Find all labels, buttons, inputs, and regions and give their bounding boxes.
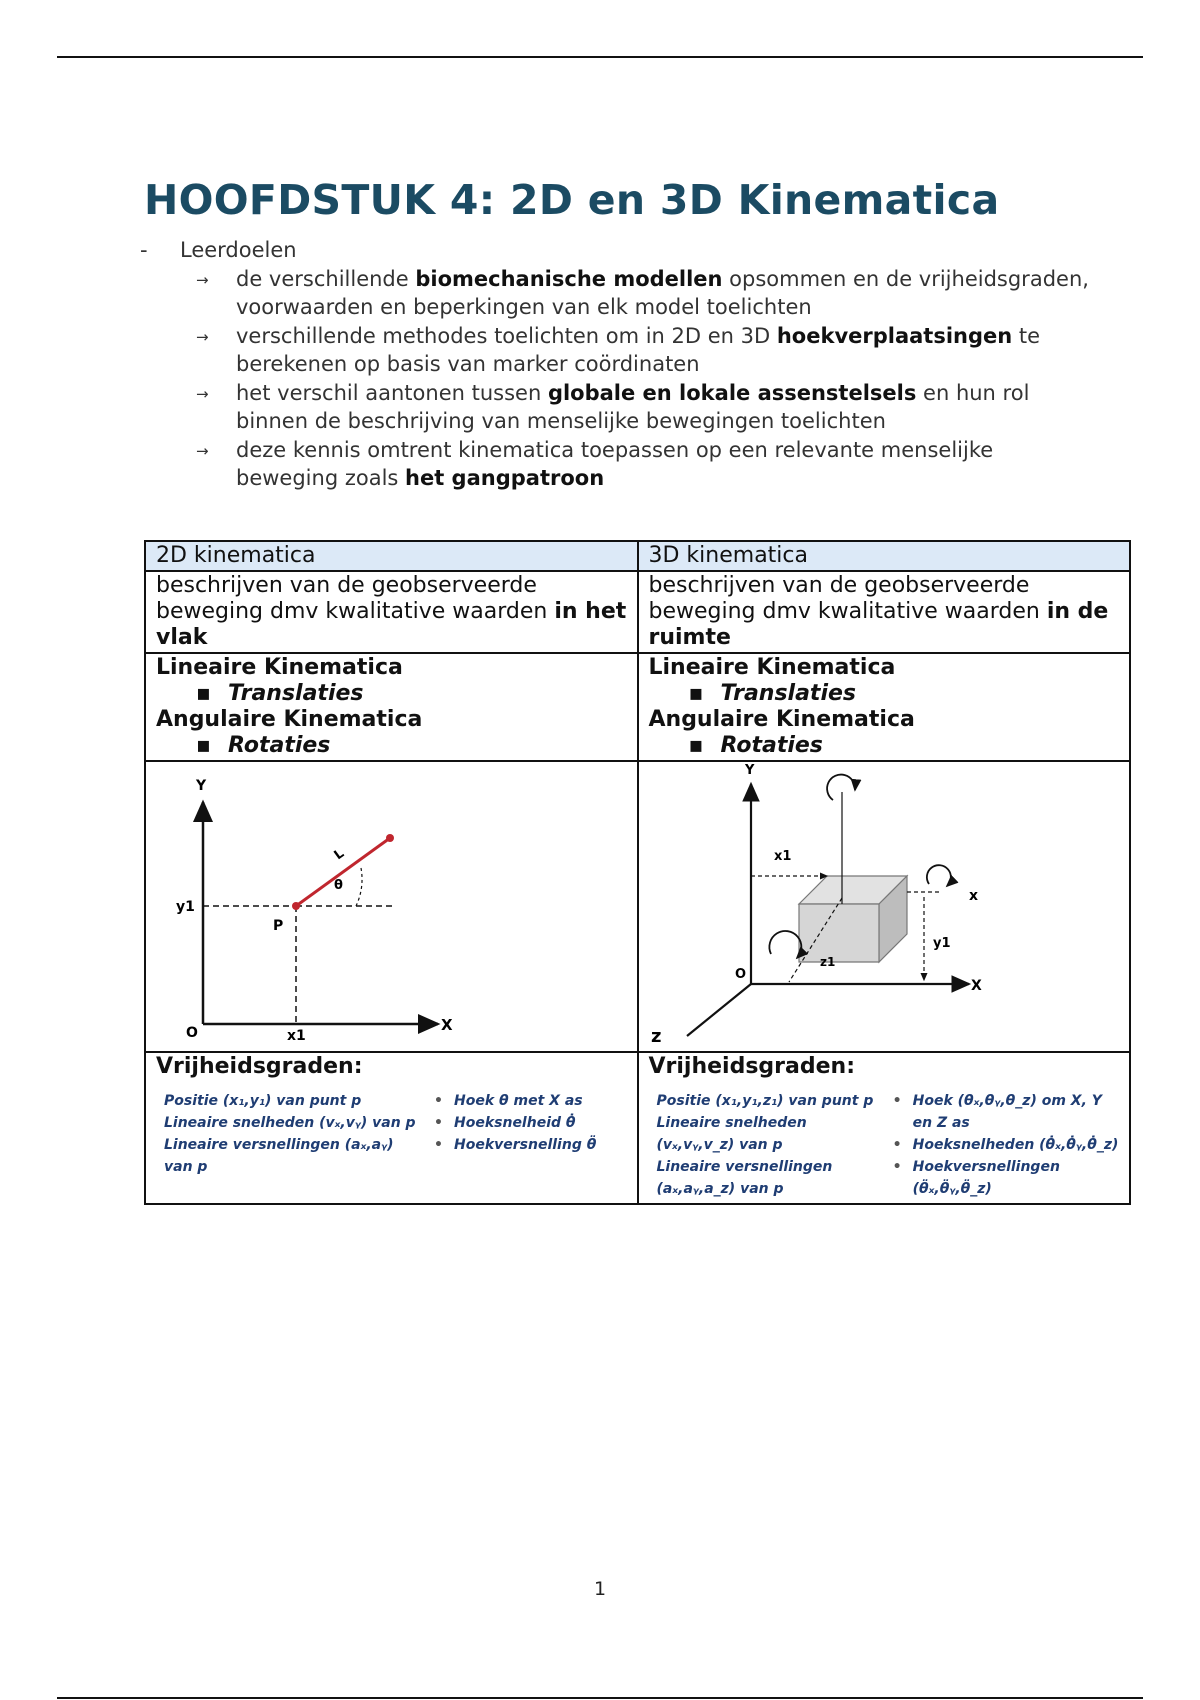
goal-item: → de verschillende biomechanische modellen opsommen en de vrijheidsgraden, voorwaarden en beperkingen van elk model toelichten xyxy=(236,265,1100,322)
dof-3d-list xyxy=(649,1090,1120,1202)
types-3d xyxy=(638,653,1131,761)
learning-goals xyxy=(140,236,1100,493)
linear-kinematics-label: Lineaire Kinematica xyxy=(156,655,403,680)
x-rotation-arrow xyxy=(926,865,950,886)
header-2d: 2D kinematica xyxy=(145,541,638,571)
goals-list xyxy=(140,265,1100,493)
z-axis-label: z xyxy=(650,1026,661,1044)
x-axis-label: X xyxy=(970,978,982,994)
kinematics-table xyxy=(144,540,1131,1205)
goals-heading: Leerdoelen xyxy=(180,238,297,262)
dof-item: Lineaire snelheden (vₓ,vᵧ,v_z) van p xyxy=(656,1115,807,1153)
dof-item: • Hoeksnelheden (θ̇ₓ,θ̇ᵧ,θ̇_z) xyxy=(893,1134,1119,1156)
length-label: L xyxy=(331,846,348,864)
goals-bullet: - xyxy=(140,238,148,262)
header-rule xyxy=(57,56,1143,58)
x-axis-label: X xyxy=(441,1016,453,1034)
goals-heading-row xyxy=(140,236,1100,265)
y-rotation-arrow xyxy=(827,775,855,800)
x1-label: x1 xyxy=(773,849,791,864)
figure-2d-cell xyxy=(145,761,638,1052)
dof-title: Vrijheidsgraden: xyxy=(156,1054,363,1079)
x1-label: x1 xyxy=(287,1028,306,1044)
dof-title: Vrijheidsgraden: xyxy=(648,1054,855,1079)
z-axis xyxy=(687,984,751,1036)
table-header-row xyxy=(145,541,1130,571)
dof-item: Lineaire versnellingen (aₓ,aᵧ) van p xyxy=(164,1137,394,1175)
theta-label: θ xyxy=(334,878,343,893)
goal-item: → verschillende methodes toelichten om in 2D en 3D hoekverplaatsingen te berekenen op basis van marker coördinaten xyxy=(236,322,1100,379)
dof-item: Positie (x₁,y₁) van punt p xyxy=(164,1093,362,1109)
y1-label: y1 xyxy=(932,936,951,951)
x-top-label: x xyxy=(968,888,978,904)
dof-3d xyxy=(638,1052,1131,1204)
translations-label: ▪ Translaties xyxy=(156,681,627,707)
dof-item: • Hoekversnelling θ̈ xyxy=(434,1134,596,1156)
page-title: HOOFDSTUK 4: 2D en 3D Kinematica xyxy=(144,176,1000,224)
p-label: P xyxy=(273,918,284,934)
kinematics-type-row xyxy=(145,653,1130,761)
dof-item: • Hoek θ met X as xyxy=(434,1090,596,1112)
description-row xyxy=(145,571,1130,653)
dof-2d-linear xyxy=(156,1090,419,1178)
y-axis-label: Y xyxy=(744,763,754,778)
angular-kinematics-label: Angulaire Kinematica xyxy=(156,707,423,732)
figure-3d-cell xyxy=(638,761,1131,1052)
dof-2d-angular xyxy=(419,1090,596,1178)
dof-item: • Hoek (θₓ,θᵧ,θ_z) om X, Y en Z as xyxy=(893,1090,1119,1134)
types-2d xyxy=(145,653,638,761)
goal-item: → deze kennis omtrent kinematica toepassen op een relevante menselijke beweging zoals het gangpatroon xyxy=(236,436,1100,493)
angular-kinematics-label: Angulaire Kinematica xyxy=(648,707,915,732)
figure-3d xyxy=(639,762,1129,1044)
goal-item: → het verschil aantonen tussen globale en lokale assenstelsels en hun rol binnen de beschrijving van menselijke bewegingen toelichten xyxy=(236,379,1100,436)
dof-item: Positie (x₁,y₁,z₁) van punt p xyxy=(656,1093,874,1109)
desc-3d: beschrijven van de geobserveerde beweging dmv kwalitative waarden in de ruimte xyxy=(638,571,1131,653)
z-rotation-arrow xyxy=(769,931,801,958)
desc-2d: beschrijven van de geobserveerde beweging dmv kwalitative waarden in het vlak xyxy=(145,571,638,653)
segment-end-point xyxy=(386,834,394,842)
figure-2d xyxy=(146,762,596,1044)
y-axis-label: Y xyxy=(196,778,207,794)
segment-line xyxy=(296,838,390,906)
dof-item: Lineaire snelheden (vₓ,vᵧ) van p xyxy=(164,1115,416,1131)
dof-3d-angular xyxy=(878,1090,1119,1200)
figure-row xyxy=(145,761,1130,1052)
theta-arc xyxy=(356,868,362,906)
translations-label: ▪ Translaties xyxy=(649,681,1120,707)
point-p xyxy=(292,902,300,910)
page-number: 1 xyxy=(593,1578,607,1600)
z1-label: z1 xyxy=(819,955,835,969)
y1-label: y1 xyxy=(176,899,195,915)
dof-3d-linear xyxy=(649,1090,878,1200)
dof-2d-list xyxy=(156,1090,627,1180)
rotations-label: ▪ Rotaties xyxy=(649,733,1120,759)
dof-row xyxy=(145,1052,1130,1204)
dof-item: Lineaire versnellingen (aₓ,aᵧ,a_z) van p xyxy=(656,1159,833,1197)
rotations-label: ▪ Rotaties xyxy=(156,733,627,759)
dof-item: • Hoeksnelheid θ̇ xyxy=(434,1112,596,1134)
cube-front xyxy=(799,904,879,962)
footer-rule xyxy=(57,1697,1143,1699)
origin-label: O xyxy=(734,967,746,982)
dof-2d xyxy=(145,1052,638,1204)
linear-kinematics-label: Lineaire Kinematica xyxy=(648,655,896,680)
dof-item: • Hoekversnellingen (θ̈ₓ,θ̈ᵧ,θ̈_z) xyxy=(893,1156,1119,1200)
header-3d: 3D kinematica xyxy=(638,541,1131,571)
origin-label: O xyxy=(186,1025,198,1041)
